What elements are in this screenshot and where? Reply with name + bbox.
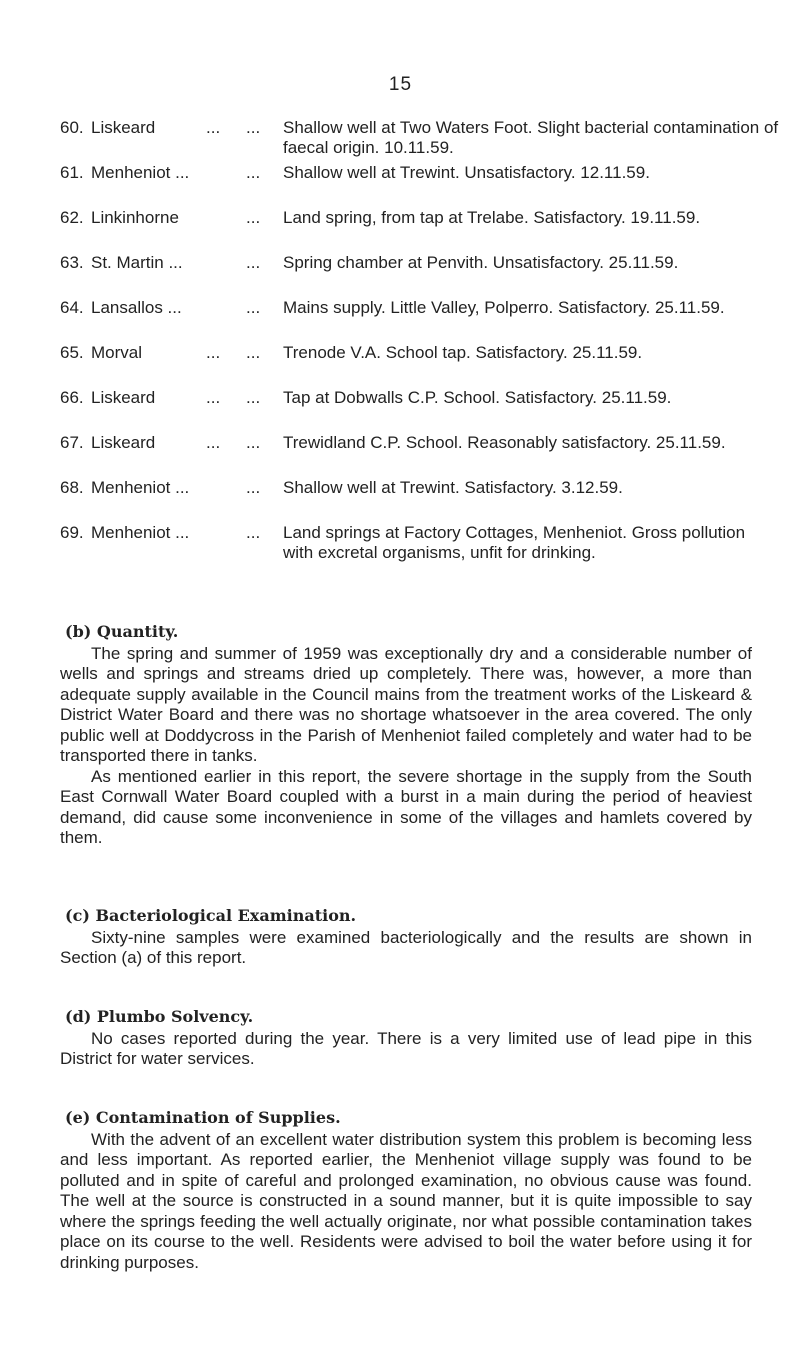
bacteriological-paragraph: Sixty-nine samples were examined bacteriologically and the results are shown in Section (a) of this report.	[60, 927, 752, 967]
leader-dots: ...	[246, 118, 261, 137]
leader-dots: ...	[246, 163, 261, 182]
place-dots: ...	[206, 433, 221, 452]
sample-result: Land spring, from tap at Trelabe. Satisfactory. 19.11.59.	[283, 208, 701, 227]
sample-result: Shallow well at Trewint. Unsatisfactory. 12.11.59.	[283, 163, 650, 182]
sample-number: 62.	[60, 208, 84, 227]
sample-number: 69.	[60, 523, 84, 542]
plumbo-section	[60, 1007, 752, 1070]
sample-row	[60, 298, 780, 343]
leader-dots: ...	[246, 478, 261, 497]
sample-place: Lansallos ...	[91, 298, 182, 317]
contamination-paragraph: With the advent of an excellent water distribution system this problem is becoming less and less important. As reported earlier, the Menheniot village supply was found to be polluted and in spite of careful and prolonged examination, no obvious cause was found. The well at the source is constructed in a sound manner, but it is quite impossible to say where the springs feeding the well actually originate, nor what possible contamination takes place on its course to the well. Residents were advised to boil the water before using it for drinking purposes.	[60, 1129, 752, 1272]
sample-result: Land springs at Factory Cottages, Menheniot. Gross pollution with excretal organisms, unfit for drinking.	[283, 523, 746, 562]
sample-result: Trenode V.A. School tap. Satisfactory. 25.11.59.	[283, 343, 643, 362]
quantity-heading: (b) Quantity.	[65, 622, 179, 641]
plumbo-paragraph: No cases reported during the year. There is a very limited use of lead pipe in this District for water services.	[60, 1028, 752, 1068]
leader-dots: ...	[246, 343, 261, 362]
sample-place: Morval	[91, 343, 143, 362]
plumbo-heading: (d) Plumbo Solvency.	[65, 1007, 254, 1026]
leader-dots: ...	[246, 298, 261, 317]
leader-dots: ...	[246, 388, 261, 407]
sample-result: Shallow well at Trewint. Satisfactory. 3.12.59.	[283, 478, 623, 497]
sample-row	[60, 253, 780, 298]
quantity-section	[60, 622, 752, 849]
place-dots: ...	[206, 388, 221, 407]
sample-place: Liskeard	[91, 433, 156, 452]
sample-row	[60, 163, 780, 208]
sample-number: 63.	[60, 253, 84, 272]
sample-number: 60.	[60, 118, 84, 137]
sample-number: 67.	[60, 433, 84, 452]
bacteriological-section	[60, 906, 752, 969]
place-dots: ...	[206, 343, 221, 362]
sample-number: 65.	[60, 343, 84, 362]
contamination-heading: (e) Contamination of Supplies.	[65, 1108, 341, 1127]
sample-row	[60, 523, 780, 587]
sample-result: Spring chamber at Penvith. Unsatisfactory. 25.11.59.	[283, 253, 679, 272]
sample-row	[60, 478, 780, 523]
sample-number: 61.	[60, 163, 84, 182]
quantity-paragraph-1: The spring and summer of 1959 was exceptionally dry and a considerable number of wells and springs and streams dried up completely. There was, however, a more than adequate supply available in the Council mains from the treatment works of the Liskeard & District Water Board and there was no shortage whatsoever in the area covered. The only public well at Doddycross in the Parish of Menheniot failed completely and water had to be transported there in tanks.	[60, 643, 752, 765]
sample-row	[60, 208, 780, 253]
sample-result: Shallow well at Two Waters Foot. Slight bacterial contamination of faecal origin. 10.11.59.	[283, 118, 779, 157]
sample-place: Menheniot ...	[91, 478, 190, 497]
sample-place: Liskeard	[91, 118, 156, 137]
sample-place: St. Martin ...	[91, 253, 183, 272]
sample-place: Linkinhorne	[91, 208, 179, 227]
sample-result: Trewidland C.P. School. Reasonably satisfactory. 25.11.59.	[283, 433, 726, 452]
sample-place: Liskeard	[91, 388, 156, 407]
sample-number: 68.	[60, 478, 84, 497]
leader-dots: ...	[246, 208, 261, 227]
sample-list	[60, 118, 780, 587]
sample-row	[60, 388, 780, 433]
leader-dots: ...	[246, 253, 261, 272]
leader-dots: ...	[246, 433, 261, 452]
sample-row	[60, 343, 780, 388]
contamination-section	[60, 1108, 752, 1273]
leader-dots: ...	[246, 523, 261, 542]
bacteriological-heading: (c) Bacteriological Examination.	[65, 906, 357, 925]
place-dots: ...	[206, 118, 221, 137]
quantity-paragraph-2: As mentioned earlier in this report, the severe shortage in the supply from the South East Cornwall Water Board coupled with a burst in a main during the period of heaviest demand, did cause some inconvenience in some of the villages and hamlets covered by them.	[60, 766, 752, 847]
sample-result: Tap at Dobwalls C.P. School. Satisfactory. 25.11.59.	[283, 388, 672, 407]
sample-row	[60, 118, 780, 163]
sample-number: 64.	[60, 298, 84, 317]
sample-place: Menheniot ...	[91, 523, 190, 542]
sample-place: Menheniot ...	[91, 163, 190, 182]
page-number: 15	[388, 74, 413, 95]
sample-row	[60, 433, 780, 478]
sample-result: Mains supply. Little Valley, Polperro. Satisfactory. 25.11.59.	[283, 298, 725, 317]
sample-number: 66.	[60, 388, 84, 407]
